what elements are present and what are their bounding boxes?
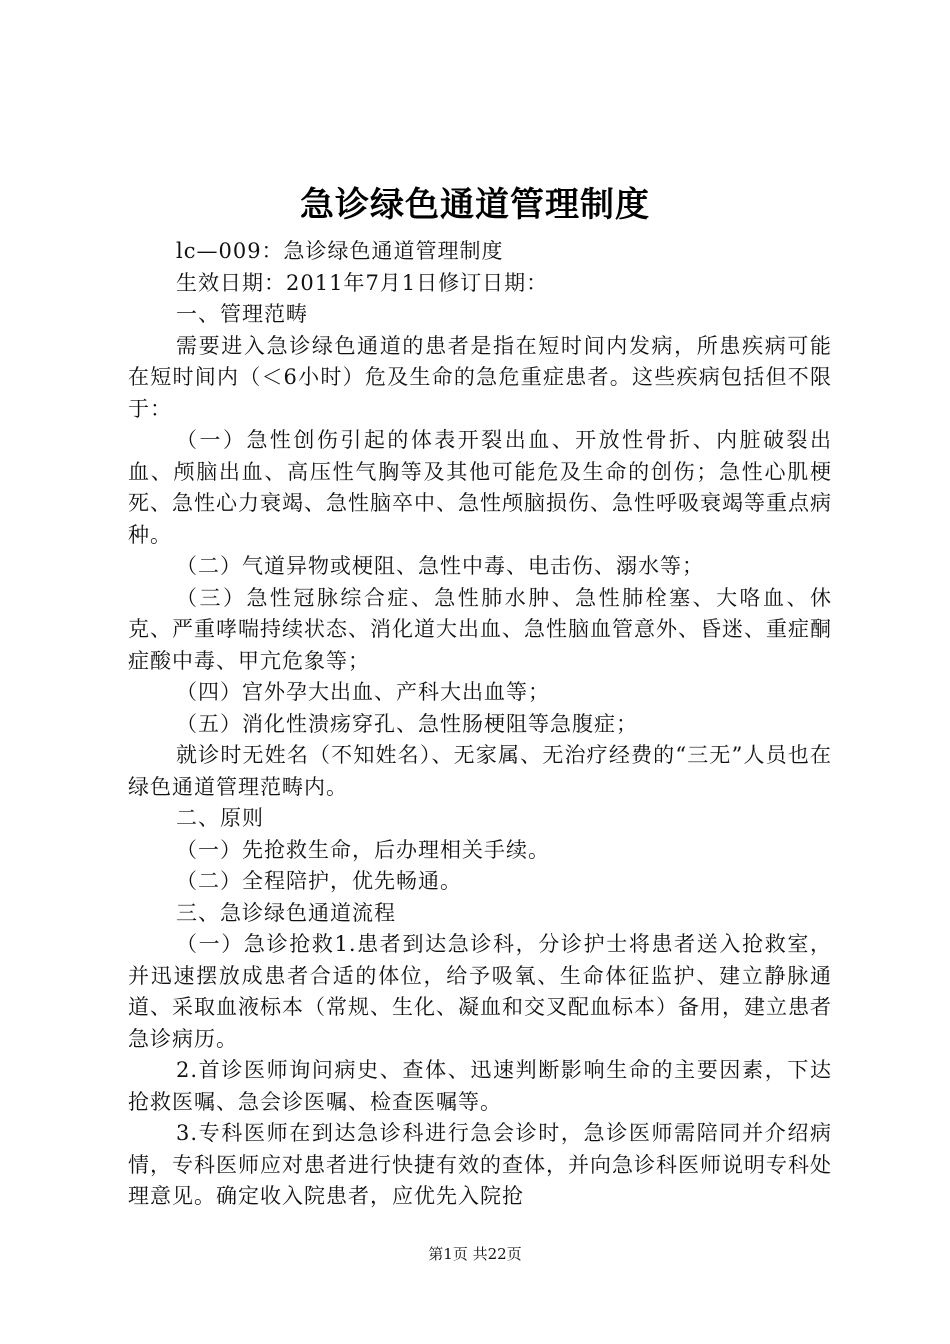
paragraph-three-no-persons: 就诊时无姓名（不知姓名）、无家属、无治疗经费的“三无”人员也在绿色通道管理范畴内。 <box>128 743 832 799</box>
page-footer: 第1页 共22页 <box>428 1245 522 1263</box>
paragraph-process-step-3: 3.专科医师在到达急诊科进行急会诊时，急诊医师需陪同并介绍病情，专科医师应对患者进行快捷有效的查体，并向急诊科医师说明专科处理意见。确定收入院患者，应优先入院抢 <box>128 1121 832 1208</box>
paragraph-scope-definition: 需要进入急诊绿色通道的患者是指在短时间内发病，所患疾病可能在短时间内（＜6小时）危及生命的急危重症患者。这些疾病包括但不限于： <box>128 333 832 421</box>
document-code-line: lc—009：急诊绿色通道管理制度 <box>176 239 504 263</box>
paragraph-principle-1: （一）先抢救生命，后办理相关手续。 <box>176 837 550 862</box>
document-body <box>128 236 832 1213</box>
effective-date-line: 生效日期：2011年7月1日修订日期： <box>176 270 549 295</box>
section-heading-principles: 二、原则 <box>176 806 264 830</box>
paragraph-process-step-2: 2.首诊医师询问病史、查体、迅速判断影响生命的主要因素，下达抢救医嘱、急会诊医嘱、检查医嘱等。 <box>128 1058 832 1114</box>
paragraph-principle-2: （二）全程陪护，优先畅通。 <box>176 869 462 893</box>
paragraph-scope-item-2: （二）气道异物或梗阻、急性中毒、电击伤、溺水等； <box>176 554 704 578</box>
paragraph-process-step-1: （一）急诊抢救1.患者到达急诊科，分诊护士将患者送入抢救室，并迅速摆放成患者合适的体位，给予吸氧、生命体征监护、建立静脉通道、采取血液标本（常规、生化、凝血和交叉配血标本）备用，建立患者急诊病历。 <box>128 932 832 1051</box>
section-heading-scope: 一、管理范畴 <box>176 302 308 326</box>
paragraph-scope-item-4: （四）宫外孕大出血、产科大出血等； <box>176 680 550 704</box>
paragraph-scope-item-1: （一）急性创伤引起的体表开裂出血、开放性骨折、内脏破裂出血、颅脑出血、高压性气胸等及其他可能危及生命的创伤；急性心肌梗死、急性心力衰竭、急性脑卒中、急性颅脑损伤、急性呼吸衰竭等重点病种。 <box>128 428 832 547</box>
paragraph-scope-item-3: （三）急性冠脉综合症、急性肺水肿、急性肺栓塞、大咯血、休克、严重哮喘持续状态、消化道大出血、急性脑血管意外、昏迷、重症酮症酸中毒、甲亢危象等； <box>128 585 832 673</box>
section-heading-process: 三、急诊绿色通道流程 <box>176 900 396 925</box>
paragraph-scope-item-5: （五）消化性溃疡穿孔、急性肠梗阻等急腹症； <box>176 711 638 736</box>
document-title: 急诊绿色通道管理制度 <box>300 185 650 225</box>
